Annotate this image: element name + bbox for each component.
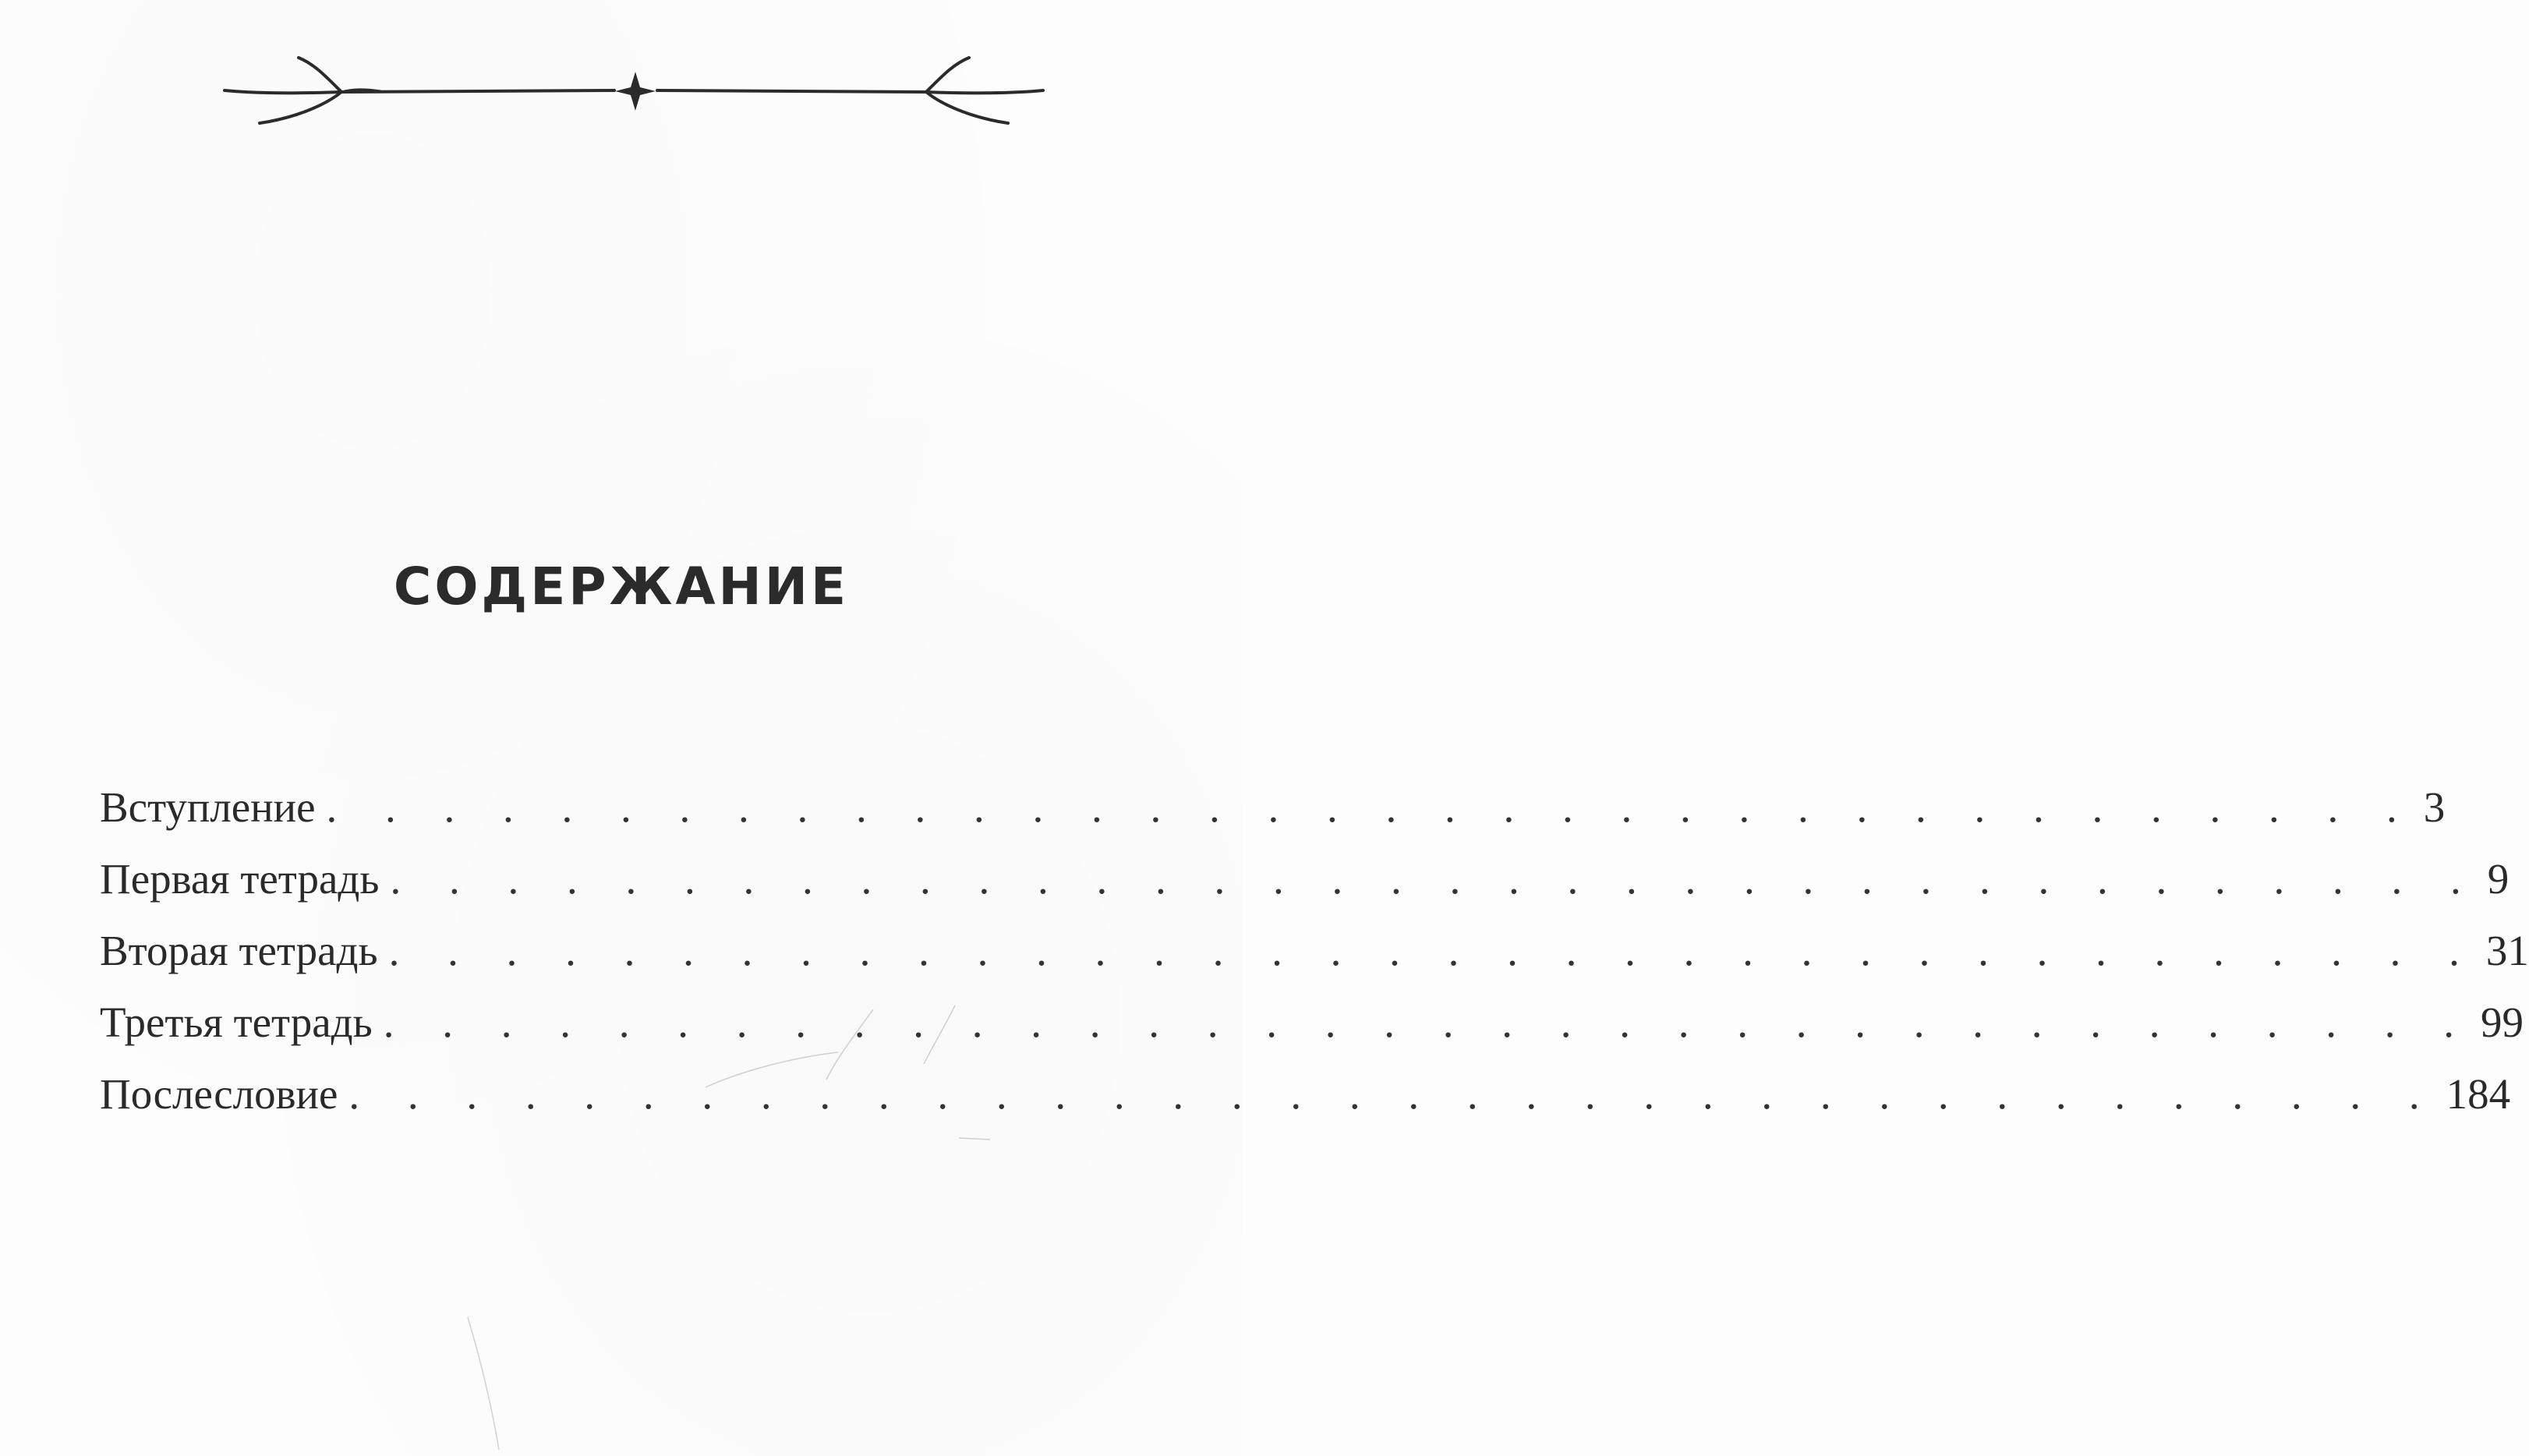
toc-leader-dots: . . . . . . . . . . . . . . . . . . . . . . . . . . . . . . . . . . . . (390, 855, 2480, 903)
toc-leader-dots: . . . . . . . . . . . . . . . . . . . . . . . . . . . . . . . . . . . . (388, 927, 2478, 974)
toc-entry-page: 99 (2480, 998, 2524, 1046)
toc-leader-dots: . . . . . . . . . . . . . . . . . . . . . . . . . . . . . . . . . . . . (326, 783, 2416, 831)
toc-entry (100, 915, 2529, 987)
toc-entry-page: 31 (2485, 927, 2529, 974)
toc-entry (100, 1058, 2511, 1130)
toc-entry-title: Вступление (100, 783, 316, 831)
toc-leader-dots: . . . . . . . . . . . . . . . . . . . . . . . . . . . . . . . . . . . . (348, 1070, 2439, 1118)
paper-texture (0, 0, 1243, 1456)
toc-entry (100, 772, 2446, 843)
toc-entry-page: 9 (2487, 855, 2510, 903)
divider-ornament-icon (225, 55, 1043, 129)
page-title: СОДЕРЖАНИЕ (393, 557, 850, 617)
toc-entry (100, 843, 2510, 915)
table-of-contents (100, 772, 2529, 1130)
toc-entry-title: Первая тетрадь (100, 855, 380, 903)
toc-entry (100, 987, 2524, 1058)
toc-entry-page: 184 (2446, 1070, 2511, 1118)
toc-entry-title: Третья тетрадь (100, 998, 373, 1046)
toc-entry-title: Вторая тетрадь (100, 927, 378, 974)
toc-entry-page: 3 (2423, 783, 2446, 831)
toc-entry-title: Послесловие (100, 1070, 338, 1118)
toc-leader-dots: . . . . . . . . . . . . . . . . . . . . . . . . . . . . . . . . . . . . (383, 998, 2473, 1046)
